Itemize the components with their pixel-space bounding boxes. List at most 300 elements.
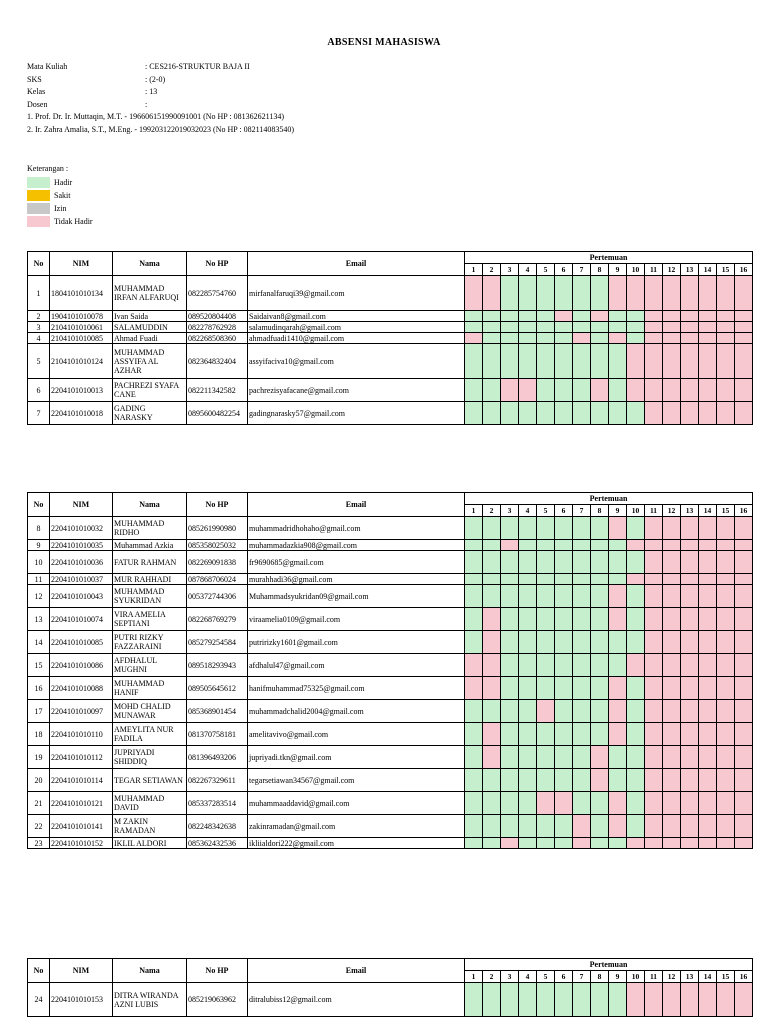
legend-swatch (27, 190, 50, 201)
attendance-cell (555, 333, 573, 344)
session-header: 14 (699, 505, 717, 517)
attendance-cell (663, 769, 681, 792)
attendance-cell (501, 379, 519, 402)
nim-cell: 2204101010043 (50, 585, 113, 608)
attendance-cell (573, 517, 591, 540)
session-header: 11 (645, 264, 663, 276)
attendance-cell (501, 585, 519, 608)
nim-cell: 2204101010085 (50, 631, 113, 654)
attendance-cell (555, 402, 573, 425)
no-header: No (28, 493, 50, 517)
attendance-cell (609, 746, 627, 769)
attendance-cell (501, 551, 519, 574)
phone-cell: 082211342582 (187, 379, 248, 402)
attendance-cell (573, 540, 591, 551)
name-cell: Ahmad Fuadi (113, 333, 187, 344)
attendance-cell (609, 677, 627, 700)
phone-cell: 082267329611 (187, 769, 248, 792)
info-row-class (27, 86, 327, 99)
session-header: 16 (735, 264, 753, 276)
attendance-cell (465, 276, 483, 311)
attendance-cell (645, 322, 663, 333)
session-header: 9 (609, 264, 627, 276)
table-row (28, 333, 753, 344)
attendance-cell (537, 983, 555, 1017)
attendance-cell (717, 769, 735, 792)
attendance-cell (483, 311, 501, 322)
attendance-cell (483, 723, 501, 746)
info-key: Dosen (27, 99, 48, 109)
nim-cell: 2204101010112 (50, 746, 113, 769)
attendance-cell (681, 540, 699, 551)
attendance-cell (591, 517, 609, 540)
nim-cell: 2204101010013 (50, 379, 113, 402)
email-cell: afdhalul47@gmail.com (248, 654, 465, 677)
attendance-cell (591, 746, 609, 769)
row-number: 19 (28, 746, 50, 769)
session-header: 4 (519, 505, 537, 517)
attendance-cell (627, 379, 645, 402)
nim-cell: 2204101010121 (50, 792, 113, 815)
attendance-cell (609, 631, 627, 654)
attendance-cell (573, 983, 591, 1017)
attendance-cell (573, 631, 591, 654)
pertemuan-header: Pertemuan (465, 493, 753, 505)
attendance-cell (627, 983, 645, 1017)
attendance-cell (483, 631, 501, 654)
hp-header: No HP (187, 959, 248, 983)
attendance-cell (645, 333, 663, 344)
nim-cell: 2204101010152 (50, 838, 113, 849)
attendance-cell (465, 551, 483, 574)
attendance-cell (555, 344, 573, 379)
attendance-cell (699, 540, 717, 551)
attendance-cell (555, 769, 573, 792)
attendance-cell (501, 608, 519, 631)
attendance-cell (645, 608, 663, 631)
name-cell: MUHAMMAD ASSYIFA AL AZHAR (113, 344, 187, 379)
attendance-cell (681, 983, 699, 1017)
attendance-cell (465, 608, 483, 631)
attendance-cell (537, 746, 555, 769)
attendance-cell (645, 677, 663, 700)
email-cell: ahmadfuadi1410@gmail.com (248, 333, 465, 344)
attendance-cell (609, 792, 627, 815)
attendance-cell (699, 551, 717, 574)
attendance-cell (681, 608, 699, 631)
attendance-cell (501, 311, 519, 322)
attendance-cell (465, 815, 483, 838)
email-cell: gadingnarasky57@gmail.com (248, 402, 465, 425)
attendance-cell (465, 574, 483, 585)
attendance-cell (537, 402, 555, 425)
email-cell: amelitavivo@gmail.com (248, 723, 465, 746)
name-cell: MOHD CHALID MUNAWAR (113, 700, 187, 723)
table-row (28, 769, 753, 792)
attendance-cell (501, 838, 519, 849)
session-header: 15 (717, 971, 735, 983)
attendance-cell (681, 769, 699, 792)
attendance-cell (465, 344, 483, 379)
attendance-cell (699, 631, 717, 654)
attendance-cell (591, 333, 609, 344)
attendance-cell (591, 631, 609, 654)
info-row-sks (27, 74, 327, 87)
attendance-cell (573, 815, 591, 838)
attendance-cell (699, 838, 717, 849)
table-row (28, 815, 753, 838)
attendance-cell (483, 838, 501, 849)
attendance-cell (591, 838, 609, 849)
attendance-cell (501, 983, 519, 1017)
email-cell: muhammadazkia908@gmail.com (248, 540, 465, 551)
attendance-cell (465, 746, 483, 769)
attendance-cell (735, 402, 753, 425)
attendance-cell (699, 983, 717, 1017)
session-header: 1 (465, 505, 483, 517)
name-cell: Ivan Saida (113, 311, 187, 322)
pertemuan-header: Pertemuan (465, 959, 753, 971)
attendance-cell (627, 540, 645, 551)
row-number: 23 (28, 838, 50, 849)
email-cell: zakinramadan@gmail.com (248, 815, 465, 838)
attendance-cell (681, 723, 699, 746)
attendance-cell (537, 585, 555, 608)
no-header: No (28, 252, 50, 276)
email-cell: muhammaaddavid@gmail.com (248, 792, 465, 815)
nama-header: Nama (113, 959, 187, 983)
attendance-cell (555, 792, 573, 815)
attendance-cell (663, 276, 681, 311)
attendance-cell (591, 344, 609, 379)
attendance-cell (663, 746, 681, 769)
attendance-cell (465, 983, 483, 1017)
name-cell: AFDHALUL MUGHNI (113, 654, 187, 677)
attendance-cell (537, 815, 555, 838)
attendance-cell (465, 402, 483, 425)
attendance-cell (609, 379, 627, 402)
attendance-cell (663, 402, 681, 425)
phone-cell: 082269091838 (187, 551, 248, 574)
session-header: 6 (555, 971, 573, 983)
email-header: Email (248, 252, 465, 276)
attendance-cell (699, 723, 717, 746)
attendance-cell (501, 276, 519, 311)
attendance-cell (717, 311, 735, 322)
attendance-cell (663, 815, 681, 838)
email-cell: pachrezisyafacane@gmail.com (248, 379, 465, 402)
attendance-cell (465, 585, 483, 608)
table-row (28, 677, 753, 700)
lecturer-2: 2. Ir. Zahra Amalia, S.T., M.Eng. - 199203122019032023 (No HP : 082114083540) (27, 124, 295, 134)
nim-header: NIM (50, 959, 113, 983)
attendance-cell (519, 608, 537, 631)
name-cell: AMEYLITA NUR FADILA (113, 723, 187, 746)
session-header: 6 (555, 505, 573, 517)
attendance-cell (627, 551, 645, 574)
attendance-cell (501, 402, 519, 425)
phone-cell: 085368901454 (187, 700, 248, 723)
row-number: 4 (28, 333, 50, 344)
session-header: 2 (483, 505, 501, 517)
attendance-cell (735, 333, 753, 344)
nim-cell: 2204101010114 (50, 769, 113, 792)
attendance-cell (555, 311, 573, 322)
email-cell: jupriyadi.tkn@gmail.com (248, 746, 465, 769)
attendance-cell (609, 551, 627, 574)
nim-cell: 2104101010085 (50, 333, 113, 344)
row-number: 10 (28, 551, 50, 574)
attendance-cell (519, 333, 537, 344)
attendance-cell (645, 631, 663, 654)
attendance-cell (483, 700, 501, 723)
attendance-cell (717, 654, 735, 677)
attendance-cell (681, 677, 699, 700)
attendance-cell (555, 517, 573, 540)
email-cell: ditralubiss12@gmail.com (248, 983, 465, 1017)
session-header: 10 (627, 264, 645, 276)
attendance-cell (537, 574, 555, 585)
email-cell: viraamelia0109@gmail.com (248, 608, 465, 631)
name-cell: PACHREZI SYAFA CANE (113, 379, 187, 402)
attendance-cell (483, 379, 501, 402)
attendance-cell (681, 322, 699, 333)
attendance-cell (735, 792, 753, 815)
attendance-cell (663, 540, 681, 551)
attendance-cell (681, 276, 699, 311)
attendance-cell (627, 574, 645, 585)
attendance-cell (681, 585, 699, 608)
session-header: 11 (645, 971, 663, 983)
row-number: 11 (28, 574, 50, 585)
name-cell: TEGAR SETIAWAN (113, 769, 187, 792)
nim-cell: 2204101010141 (50, 815, 113, 838)
name-cell: JUPRIYADI SHIDDIQ (113, 746, 187, 769)
attendance-cell (555, 838, 573, 849)
phone-cell: 082364832404 (187, 344, 248, 379)
attendance-cell (573, 276, 591, 311)
attendance-cell (465, 723, 483, 746)
attendance-cell (663, 608, 681, 631)
attendance-cell (699, 344, 717, 379)
attendance-cell (519, 792, 537, 815)
table-row (28, 631, 753, 654)
phone-cell: 082248342638 (187, 815, 248, 838)
attendance-cell (699, 517, 717, 540)
phone-cell: 085358025032 (187, 540, 248, 551)
attendance-cell (483, 983, 501, 1017)
table-row (28, 746, 753, 769)
nim-cell: 2204101010037 (50, 574, 113, 585)
table-row (28, 322, 753, 333)
session-header: 4 (519, 264, 537, 276)
attendance-cell (519, 677, 537, 700)
attendance-cell (645, 311, 663, 322)
attendance-cell (699, 746, 717, 769)
attendance-cell (717, 677, 735, 700)
attendance-cell (591, 540, 609, 551)
row-number: 15 (28, 654, 50, 677)
attendance-cell (663, 311, 681, 322)
row-number: 6 (28, 379, 50, 402)
name-cell: M ZAKIN RAMADAN (113, 815, 187, 838)
attendance-cell (735, 723, 753, 746)
attendance-cell (663, 723, 681, 746)
attendance-cell (483, 815, 501, 838)
name-cell: SALAMUDDIN (113, 322, 187, 333)
attendance-cell (519, 746, 537, 769)
attendance-cell (663, 551, 681, 574)
attendance-cell (519, 379, 537, 402)
attendance-cell (735, 517, 753, 540)
attendance-cell (609, 574, 627, 585)
attendance-cell (573, 608, 591, 631)
attendance-cell (573, 333, 591, 344)
attendance-cell (483, 276, 501, 311)
attendance-cell (627, 677, 645, 700)
legend-item-izin (27, 202, 93, 215)
attendance-cell (591, 276, 609, 311)
email-cell: tegarsetiawan34567@gmail.com (248, 769, 465, 792)
session-header: 8 (591, 264, 609, 276)
row-number: 9 (28, 540, 50, 551)
attendance-cell (537, 677, 555, 700)
attendance-cell (627, 723, 645, 746)
attendance-cell (663, 344, 681, 379)
attendance-cell (681, 311, 699, 322)
attendance-cell (519, 838, 537, 849)
attendance-cell (627, 838, 645, 849)
attendance-cell (519, 585, 537, 608)
nim-cell: 2104101010124 (50, 344, 113, 379)
session-header: 16 (735, 971, 753, 983)
attendance-cell (573, 311, 591, 322)
attendance-cell (717, 333, 735, 344)
phone-cell: 082268508360 (187, 333, 248, 344)
attendance-cell (465, 540, 483, 551)
attendance-cell (591, 608, 609, 631)
attendance-cell (573, 402, 591, 425)
attendance-cell (537, 769, 555, 792)
nim-cell: 2204101010110 (50, 723, 113, 746)
session-header: 7 (573, 505, 591, 517)
name-cell: DITRA WIRANDA AZNI LUBIS (113, 983, 187, 1017)
attendance-cell (663, 333, 681, 344)
attendance-cell (699, 311, 717, 322)
attendance-cell (681, 792, 699, 815)
phone-cell: 081370758181 (187, 723, 248, 746)
attendance-cell (483, 333, 501, 344)
attendance-cell (573, 677, 591, 700)
attendance-cell (645, 723, 663, 746)
phone-cell: 089518293943 (187, 654, 248, 677)
attendance-cell (465, 700, 483, 723)
attendance-cell (573, 574, 591, 585)
attendance-cell (735, 344, 753, 379)
attendance-cell (519, 540, 537, 551)
attendance-cell (735, 540, 753, 551)
session-header: 7 (573, 264, 591, 276)
email-cell: assyifaciva10@gmail.com (248, 344, 465, 379)
attendance-cell (555, 815, 573, 838)
name-cell: MUHAMMAD SYUKRIDAN (113, 585, 187, 608)
attendance-cell (699, 654, 717, 677)
attendance-cell (591, 677, 609, 700)
attendance-cell (681, 333, 699, 344)
table-row (28, 402, 753, 425)
attendance-cell (591, 792, 609, 815)
attendance-cell (573, 585, 591, 608)
attendance-cell (681, 551, 699, 574)
attendance-cell (609, 769, 627, 792)
attendance-cell (573, 344, 591, 379)
attendance-cell (663, 631, 681, 654)
attendance-cell (627, 517, 645, 540)
attendance-cell (465, 792, 483, 815)
attendance-cell (609, 654, 627, 677)
row-number: 22 (28, 815, 50, 838)
attendance-cell (483, 585, 501, 608)
attendance-cell (609, 983, 627, 1017)
attendance-cell (645, 815, 663, 838)
info-row-course (27, 61, 327, 74)
row-number: 3 (28, 322, 50, 333)
attendance-cell (591, 551, 609, 574)
attendance-cell (699, 574, 717, 585)
attendance-cell (681, 379, 699, 402)
attendance-cell (501, 792, 519, 815)
attendance-cell (717, 551, 735, 574)
attendance-cell (699, 677, 717, 700)
name-cell: MUR RAHHADI (113, 574, 187, 585)
attendance-cell (483, 574, 501, 585)
attendance-cell (501, 574, 519, 585)
attendance-cell (537, 333, 555, 344)
attendance-cell (681, 700, 699, 723)
row-number: 18 (28, 723, 50, 746)
attendance-cell (483, 402, 501, 425)
attendance-cell (519, 654, 537, 677)
nama-header: Nama (113, 493, 187, 517)
attendance-cell (555, 654, 573, 677)
attendance-cell (627, 585, 645, 608)
session-header: 12 (663, 505, 681, 517)
attendance-cell (609, 815, 627, 838)
attendance-cell (501, 540, 519, 551)
attendance-cell (483, 746, 501, 769)
name-cell: FATUR RAHMAN (113, 551, 187, 574)
attendance-cell (681, 517, 699, 540)
attendance-cell (735, 983, 753, 1017)
attendance-cell (555, 700, 573, 723)
attendance-cell (483, 540, 501, 551)
email-header: Email (248, 493, 465, 517)
attendance-cell (645, 792, 663, 815)
attendance-cell (717, 402, 735, 425)
session-header: 10 (627, 505, 645, 517)
table-row (28, 311, 753, 322)
attendance-cell (591, 322, 609, 333)
session-header: 3 (501, 264, 519, 276)
attendance-cell (735, 631, 753, 654)
attendance-cell (627, 311, 645, 322)
attendance-cell (537, 654, 555, 677)
attendance-cell (483, 608, 501, 631)
hp-header: No HP (187, 252, 248, 276)
phone-cell: 085362432536 (187, 838, 248, 849)
table-row (28, 574, 753, 585)
no-header: No (28, 959, 50, 983)
